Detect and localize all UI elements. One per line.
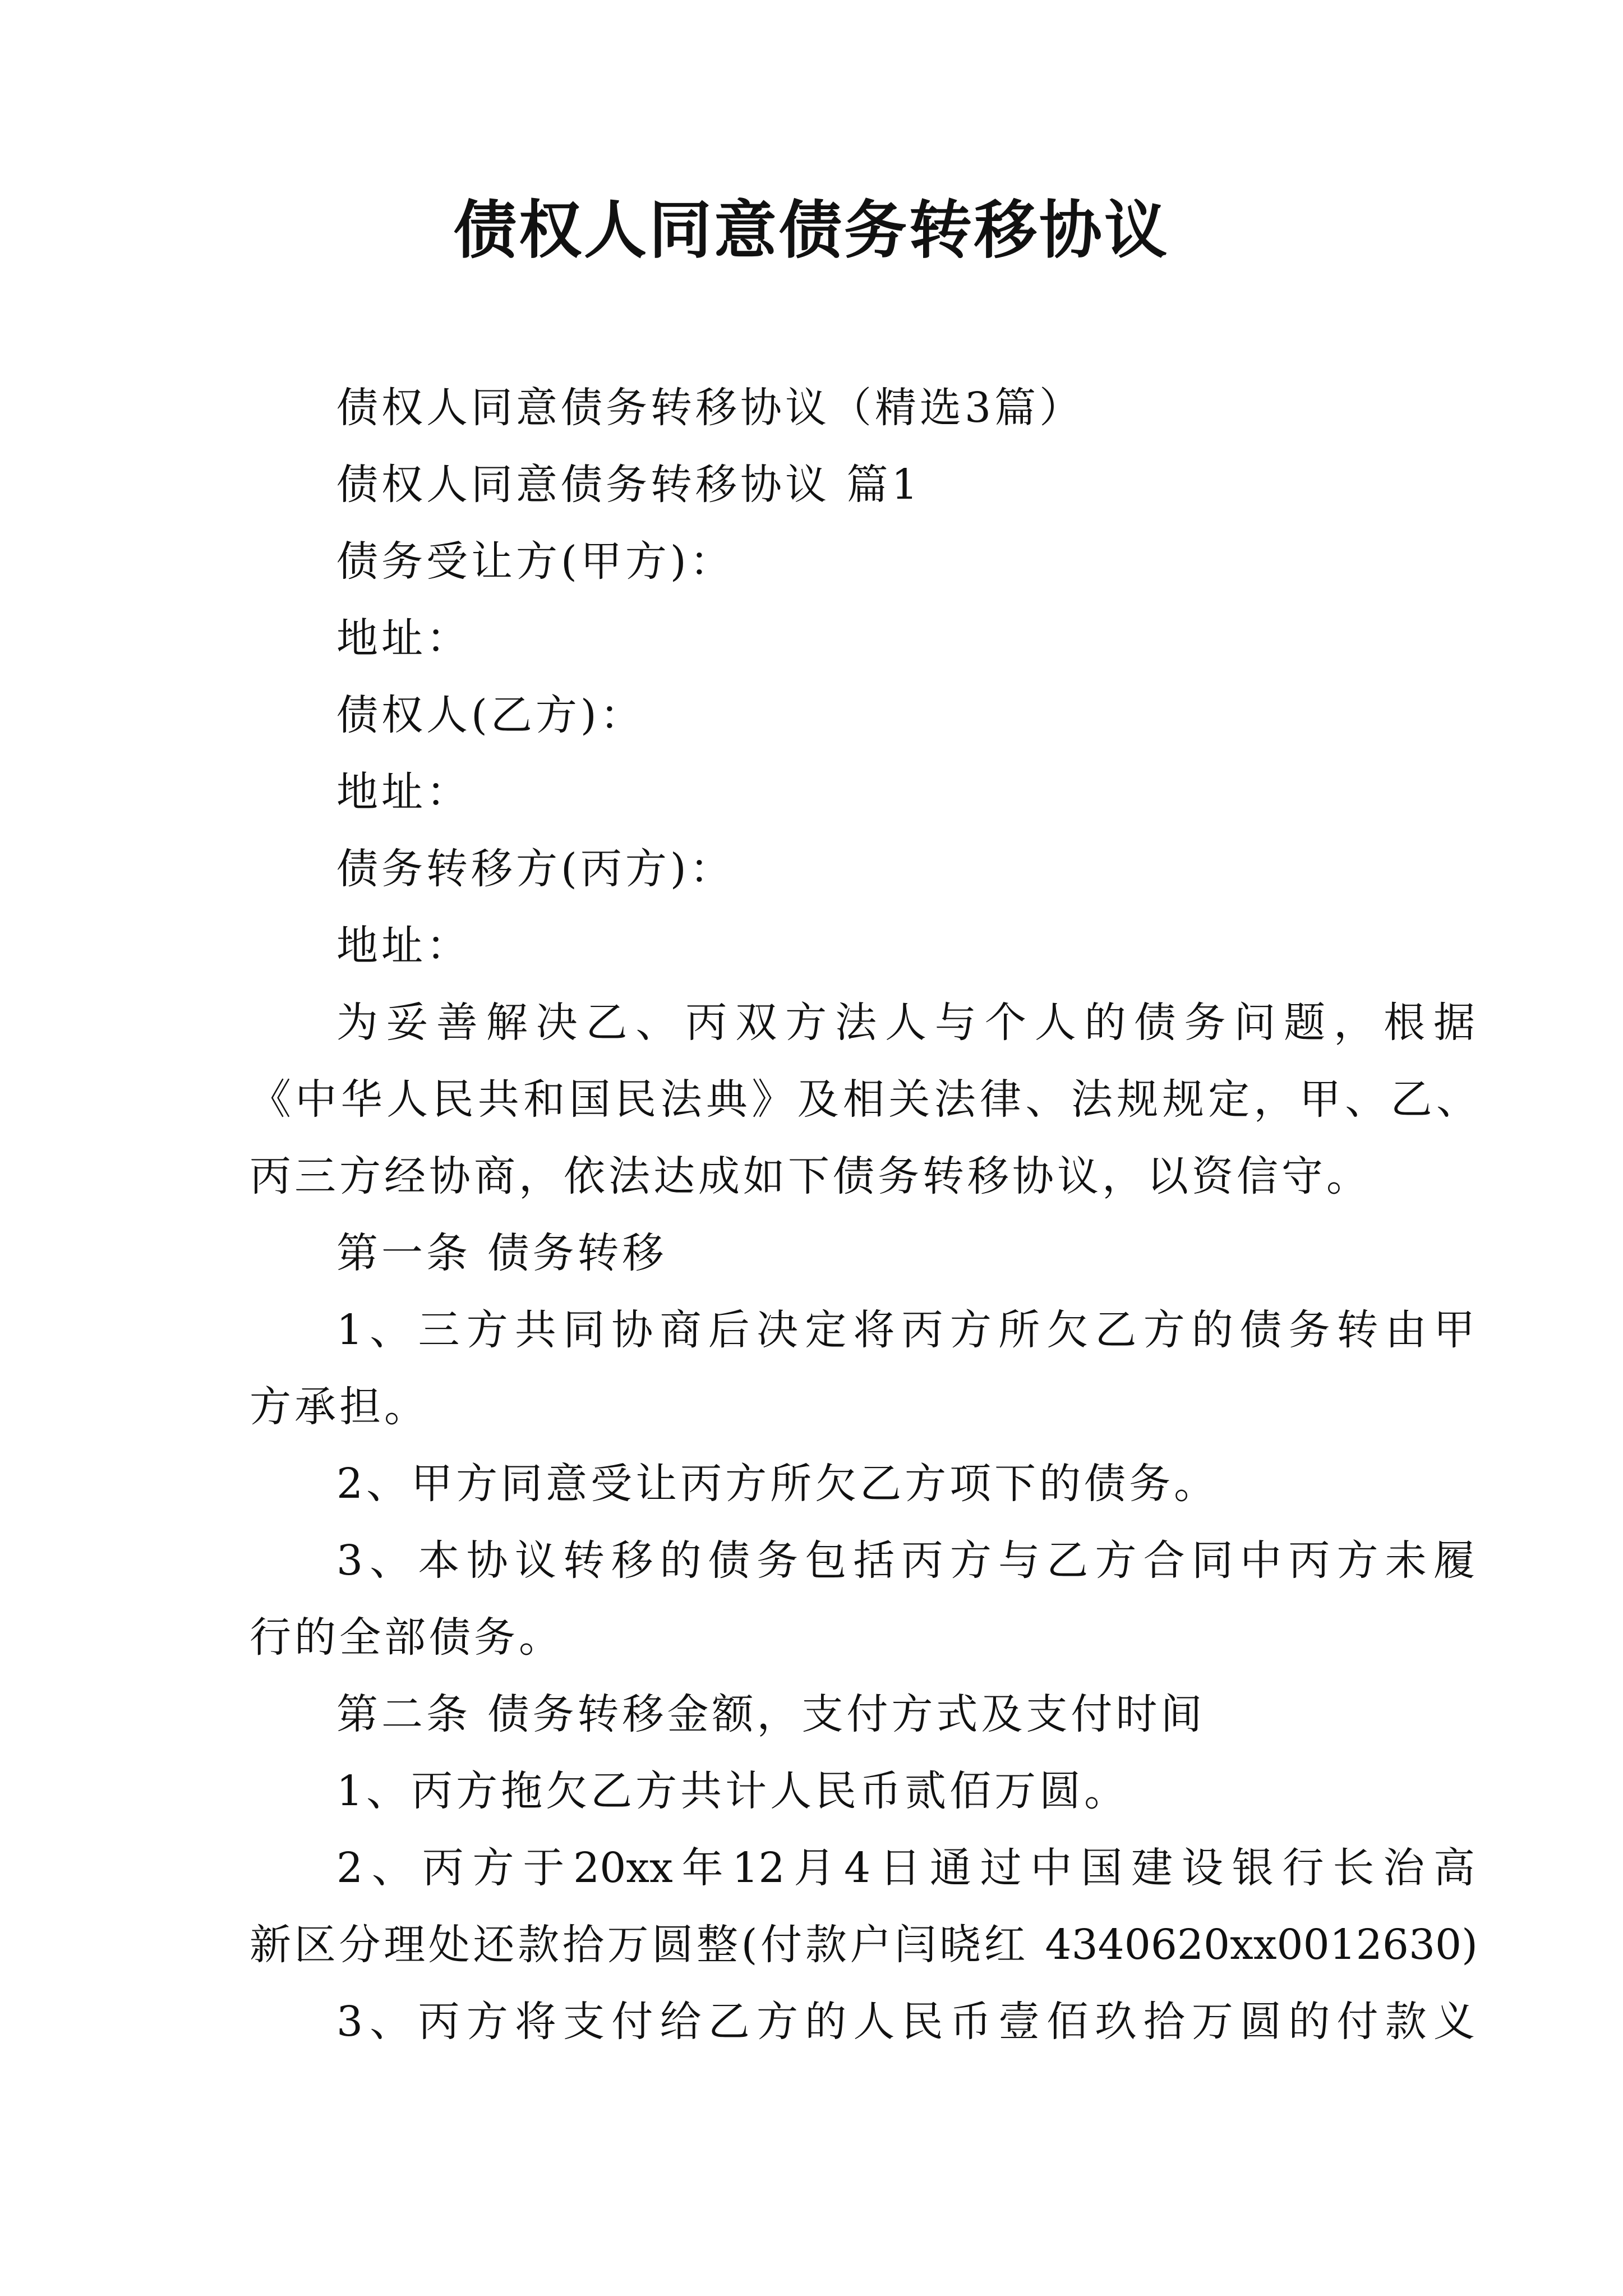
paragraph-line: 方承担。	[250, 1383, 429, 1431]
paragraph-line: 丙三方经协商，依法达成如下债务转移协议，以资信守。	[250, 1152, 1371, 1200]
paragraph-line: 2、甲方同意受让丙方所欠乙方项下的债务。	[336, 1460, 1219, 1508]
paragraph-line: 2、丙方于20xx年12月4日通过中国建设银行长治高	[336, 1844, 1475, 1892]
paragraph-line: 行的全部债务。	[250, 1613, 564, 1662]
party-b-label: 债权人(乙方)：	[336, 691, 645, 739]
paragraph-line: 3、丙方将支付给乙方的人民币壹佰玖拾万圆的付款义	[336, 1998, 1475, 2046]
party-c-label: 债务转移方(丙方)：	[336, 845, 735, 893]
section-heading: 债权人同意债务转移协议 篇1	[336, 461, 921, 509]
paragraph-line: 《中华人民共和国民法典》及相关法律、法规规定，甲、乙、	[250, 1075, 1478, 1124]
paragraph-line: 1、三方共同协商后决定将丙方所欠乙方的债务转由甲	[336, 1306, 1475, 1354]
document-title: 债权人同意债务转移协议	[454, 194, 1169, 267]
article-heading: 第二条 债务转移金额，支付方式及支付时间	[336, 1690, 1206, 1738]
paragraph-line: 3、本协议转移的债务包括丙方与乙方合同中丙方未履	[336, 1536, 1475, 1585]
article-heading: 第一条 债务转移	[336, 1229, 667, 1277]
paragraph-line: 1、丙方拖欠乙方共计人民币贰佰万圆。	[336, 1767, 1129, 1815]
paragraph-line: 为妥善解决乙、丙双方法人与个人的债务问题，根据	[336, 999, 1475, 1047]
party-a-address: 地址：	[336, 614, 471, 662]
party-b-address: 地址：	[336, 768, 471, 816]
party-c-address: 地址：	[336, 922, 471, 970]
paragraph-line: 新区分理处还款拾万圆整(付款户闫晓红 4340620xx0012630)	[250, 1921, 1478, 1969]
party-a-label: 债务受让方(甲方)：	[336, 537, 735, 586]
subtitle-line: 债权人同意债务转移协议（精选3篇）	[336, 384, 1085, 432]
